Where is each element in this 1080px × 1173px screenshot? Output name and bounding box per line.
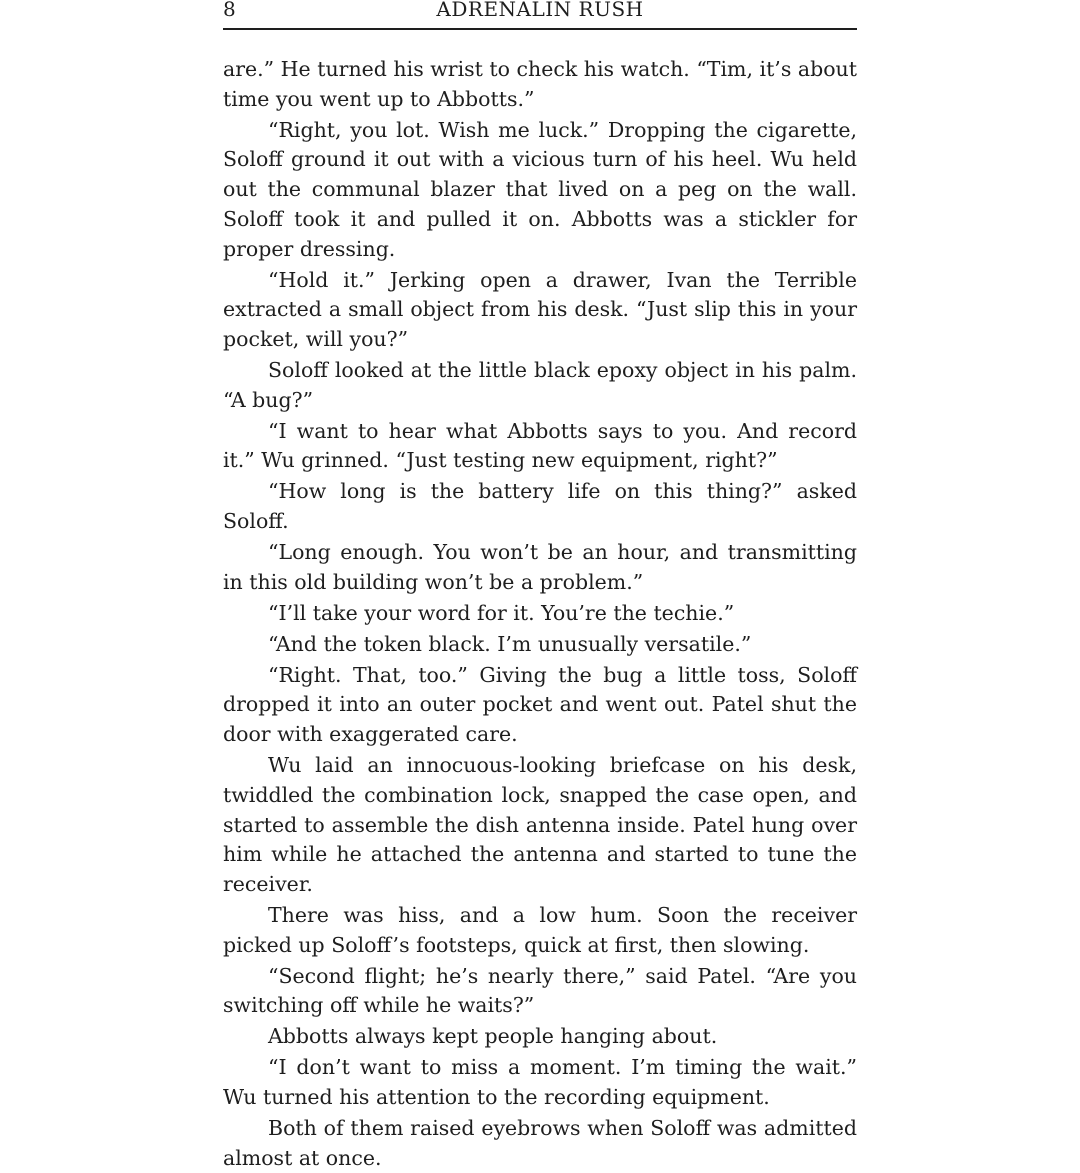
paragraph: “Right. That, too.” Giving the bug a little toss, Soloff dropped it into an outer pocket and went out. Patel shut the door with exaggerated care. <box>223 662 857 747</box>
paragraph: Wu laid an innocuous-looking briefcase on his desk, twiddled the combination lock, snapped the case open, and started to assemble the dish antenna inside. Patel hung over him while he attached the antenna and started to tune the receiver. <box>223 753 857 896</box>
book-page <box>223 0 857 1170</box>
running-head <box>223 0 857 30</box>
paragraph: There was hiss, and a low hum. Soon the receiver picked up Soloff’s footsteps, quick at first, then slowing. <box>223 902 857 957</box>
paragraph: “And the token black. I’m unusually versatile.” <box>268 631 752 656</box>
page-number: 8 <box>223 0 236 21</box>
paragraph: “I’ll take your word for it. You’re the techie.” <box>268 600 735 625</box>
paragraph: “Right, you lot. Wish me luck.” Dropping the cigarette, Soloff ground it out with a vicious turn of his heel. Wu held out the communal blazer that lived on a peg on the wall. Soloff took it and pulled it on. Abbotts was a stickler for proper dressing. <box>223 117 857 261</box>
paragraph: “I want to hear what Abbotts says to you. And record it.” Wu grinned. “Just testing new equipment, right?” <box>223 418 857 473</box>
paragraph: Abbotts always kept people hanging about. <box>268 1024 718 1049</box>
paragraph: Soloff looked at the little black epoxy object in his palm. “A bug?” <box>223 357 857 412</box>
paragraph: “Long enough. You won’t be an hour, and transmitting in this old building won’t be a problem.” <box>223 540 857 594</box>
book-title: ADRENALIN RUSH <box>436 0 644 21</box>
paragraph: “Hold it.” Jerking open a drawer, Ivan the Terrible extracted a small object from his desk. “Just slip this in your pocket, will you?” <box>223 267 857 351</box>
paragraph: “Second flight; he’s nearly there,” said Patel. “Are you switching off while he waits?” <box>223 963 857 1018</box>
paragraph: “How long is the battery life on this thing?” asked Soloff. <box>223 479 857 534</box>
paragraph: are.” He turned his wrist to check his watch. “Tim, it’s about time you went up to Abbotts.” <box>223 57 857 111</box>
paragraph: “I don’t want to miss a moment. I’m timing the wait.” Wu turned his attention to the recording equipment. <box>223 1055 857 1110</box>
body-text <box>223 55 857 1173</box>
paragraph: Both of them raised eyebrows when Soloff was admitted almost at once. <box>223 1116 857 1170</box>
